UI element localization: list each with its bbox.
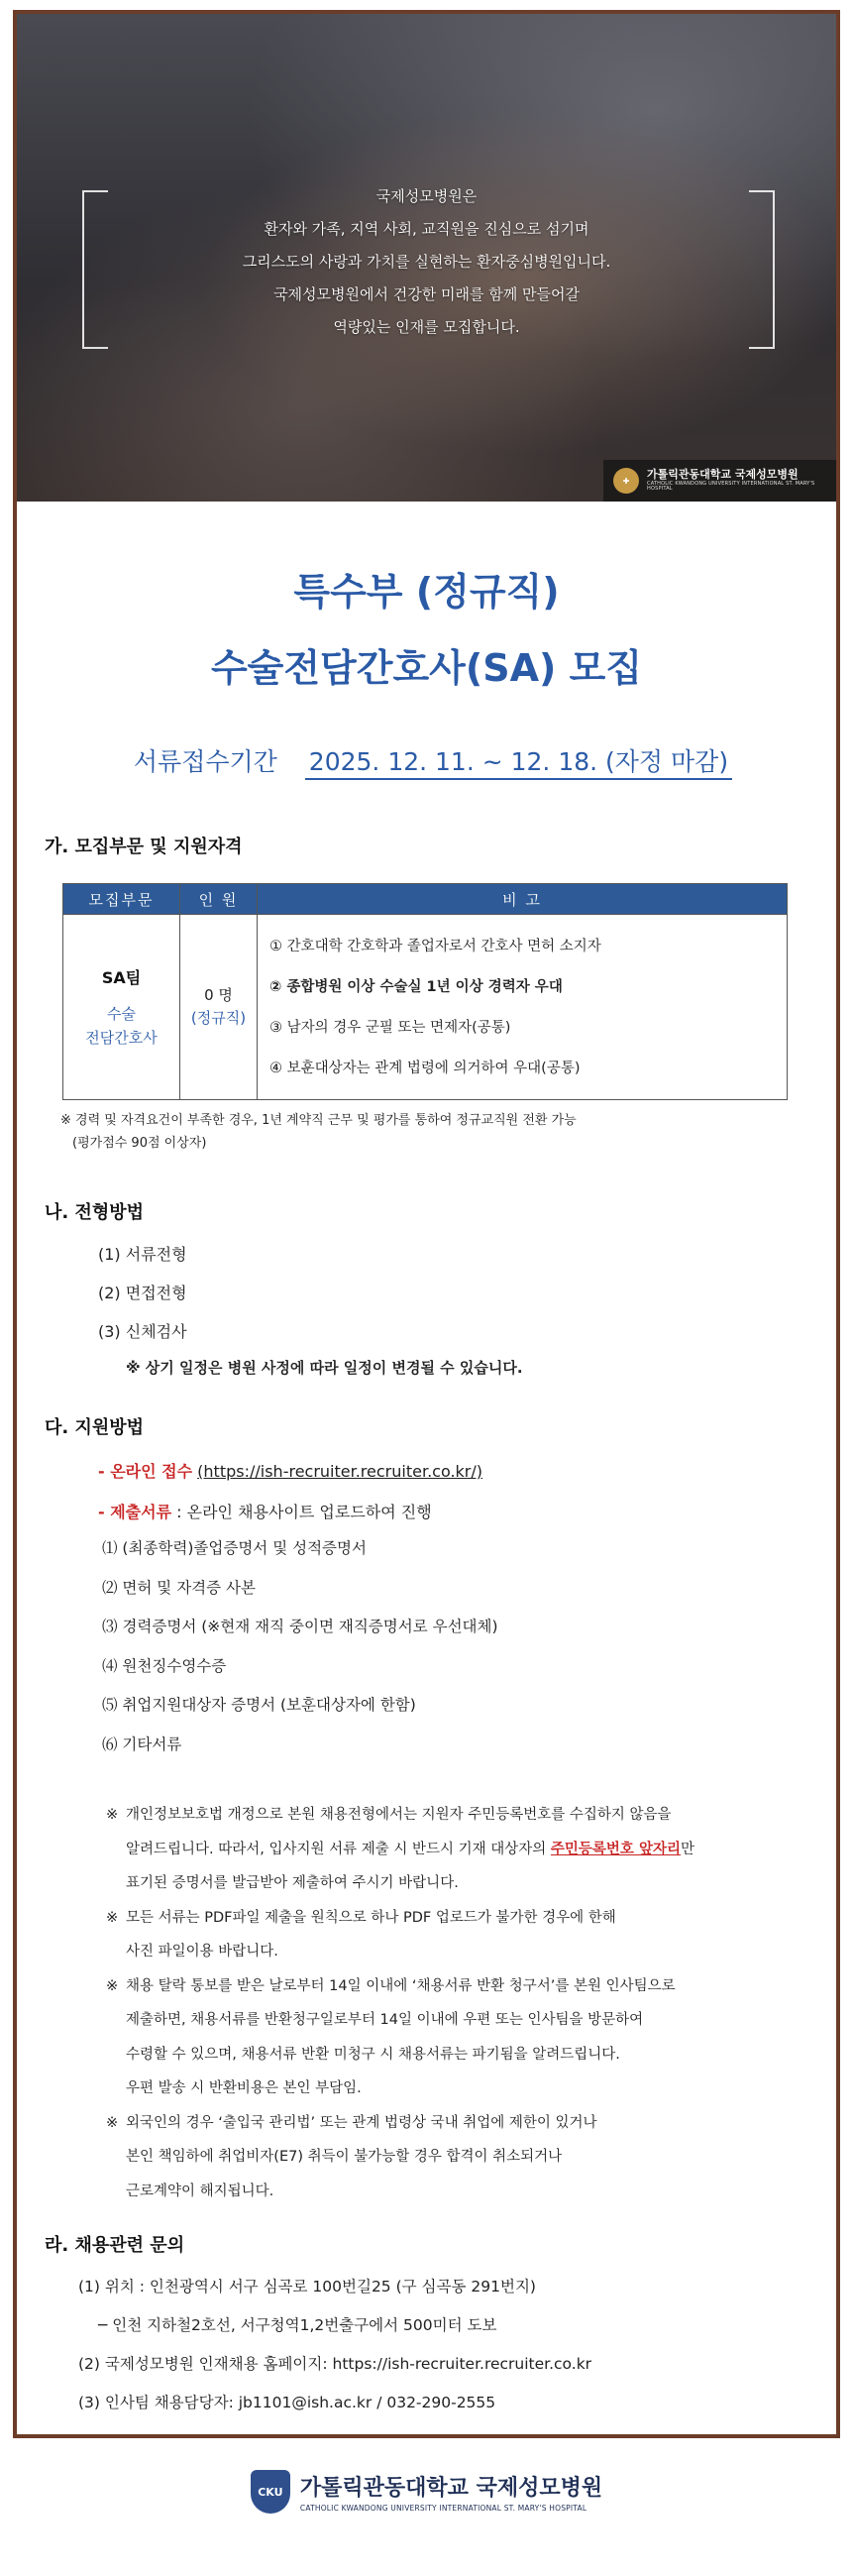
notice-pdf (106, 1901, 800, 1969)
notice-text: 외국인의 경우 ‘출입국 관리법’ 또는 관계 법령상 국내 취업에 제한이 있거나 (126, 2114, 597, 2131)
table-row (63, 915, 788, 1100)
hero-banner (17, 14, 836, 502)
count-cell (180, 915, 258, 1100)
hero-message (17, 180, 836, 344)
period-value: 2025. 12. 11. ~ 12. 18. (자정 마감) (305, 747, 732, 780)
document-item: ⑸ 취업지원대상자 증명서 (보훈대상자에 한함) (102, 1696, 416, 1715)
footer-logo-korean: 가톨릭관동대학교 국제성모병원 (299, 2476, 603, 2501)
required-documents-list (102, 1529, 498, 1765)
hero-logo-korean: 가톨릭관동대학교 국제성모병원 (647, 468, 799, 482)
notice-document-return (106, 1969, 800, 2106)
recruitment-table (62, 883, 788, 1100)
footnote-line: ※ 경력 및 자격요건이 부족한 경우, 1년 계약직 근무 및 평가를 통하여 정규교직원 전환 가능 (60, 1113, 577, 1128)
notice-privacy (106, 1798, 800, 1901)
notice-text: 표기된 증명서를 발급받아 제출하여 주시기 바랍니다. (126, 1875, 459, 1891)
qualification-item: ④ 보훈대상자는 관계 법령에 의거하여 우대(공통) (269, 1061, 581, 1076)
header-count: 인 원 (180, 884, 258, 915)
footer-logo-english: CATHOLIC KWANDONG UNIVERSITY INTERNATIONAL ST. MARY'S HOSPITAL (299, 2504, 587, 2513)
section-heading-na: 나. 전형방법 (45, 1202, 145, 1223)
qualification-item: ② 종합병원 이상 수술실 1년 이상 경력자 우대 (269, 979, 563, 995)
notice-text: 개인정보보호법 개정으로 본원 채용전형에서는 지원자 주민등록번호를 수집하지 않음을 (126, 1807, 672, 1823)
notice-mark: ※ (106, 2114, 119, 2131)
team-name: SA팀 (101, 967, 142, 987)
hero-logo-english: CATHOLIC KWANDONG UNIVERSITY INTERNATIONAL ST. MARY'S HOSPITAL (647, 480, 815, 493)
section-heading-ra: 라. 채용관련 문의 (45, 2235, 185, 2256)
notice-text: 수령할 수 있으며, 채용서류 반환 미청구 시 채용서류는 파기됨을 알려드립니다. (126, 2046, 620, 2063)
notices (106, 1798, 800, 2208)
contact-item: (3) 인사팀 채용담당자: jb1101@ish.ac.kr / 032-290-2555 (78, 2394, 496, 2411)
hospital-emblem-icon: ✚ (613, 468, 639, 494)
period-label: 서류접수기간 (133, 747, 277, 776)
step-item: (1) 서류전형 (98, 1245, 187, 1264)
bullet-dash: - (98, 1462, 111, 1481)
notice-mark: ※ (106, 1977, 119, 1994)
headcount: 0 명 (204, 985, 233, 1004)
hero-line: 국제성모병원에서 건강한 미래를 함께 만들어갈 (273, 285, 580, 303)
footnote-line: (평가점수 90점 이상자) (72, 1136, 207, 1151)
section-heading-da: 다. 지원방법 (45, 1417, 145, 1438)
contact-item: ─ 인천 지하철2호선, 서구청역1,2번출구에서 500미터 도보 (98, 2316, 497, 2334)
qualification-item: ① 간호대학 간호학과 졸업자로서 간호사 면허 소지자 (269, 939, 601, 954)
university-shield-icon: CKU (251, 2470, 290, 2514)
notice-text: 제출하면, 채용서류를 반환청구일로부터 14일 이내에 우편 또는 인사팀을 방문하여 (126, 2012, 644, 2028)
notice-text: 알려드립니다. 따라서, 입사지원 서류 제출 시 반드시 기재 대상자의 (126, 1841, 551, 1857)
resident-number-highlight: 주민등록번호 앞자리 (550, 1841, 682, 1857)
contact-item: (1) 위치 : 인천광역시 서구 심곡로 100번길25 (구 심곡동 291번지) (78, 2278, 536, 2296)
document-item: ⑷ 원천징수영수증 (102, 1656, 227, 1675)
notes-cell (258, 915, 788, 1100)
hero-hospital-logo (603, 460, 836, 502)
header-notes: 비 고 (258, 884, 788, 915)
document-item: ⑶ 경력증명서 (※현재 재직 중이면 재직증명서로 우선대체) (102, 1618, 498, 1636)
documents-line (98, 1500, 432, 1522)
application-period (96, 742, 770, 778)
department-name-line2: 전담간호사 (85, 1028, 158, 1047)
footer-hospital-logo (0, 2457, 853, 2526)
hero-line: 역량있는 인재를 모집합니다. (333, 318, 520, 336)
hero-line: 환자와 가족, 지역 사회, 교직원을 진심으로 섬기며 (264, 220, 589, 238)
documents-description: : 온라인 채용사이트 업로드하여 진행 (171, 1503, 432, 1521)
notice-text: 모든 서류는 PDF파일 제출을 원칙으로 하나 PDF 업로드가 불가한 경우에 한해 (126, 1909, 616, 1926)
notice-text: 본인 책임하에 취업비자(E7) 취득이 불가능할 경우 합격이 취소되거나 (126, 2149, 563, 2165)
employment-type: (정규직) (190, 1008, 247, 1027)
notice-text: 우편 발송 시 반환비용은 본인 부담임. (126, 2080, 362, 2096)
notice-text: 사진 파일이용 바랍니다. (126, 1944, 278, 1960)
bullet-dash: - (98, 1503, 111, 1521)
selection-steps (98, 1235, 187, 1351)
hero-line: 그리스도의 사랑과 가치를 실현하는 환자중심병원입니다. (242, 253, 611, 271)
department-cell (63, 915, 180, 1100)
notice-text: 만 (681, 1841, 695, 1857)
recruit-site-link[interactable]: (https://ish-recruiter.recruiter.co.kr/) (197, 1462, 483, 1481)
notice-text: 근로계약이 해지됩니다. (126, 2183, 274, 2199)
online-application-line (98, 1459, 482, 1482)
document-item: ⑴ (최종학력)졸업증명서 및 성적증명서 (102, 1539, 367, 1557)
hero-line: 국제성모병원은 (375, 187, 478, 205)
table-footnote (60, 1109, 813, 1155)
online-application-label: 온라인 접수 (110, 1462, 193, 1481)
header-department: 모집부문 (63, 884, 180, 915)
document-item: ⑵ 면허 및 자격증 사본 (102, 1578, 256, 1597)
poster-frame (13, 10, 840, 2438)
contact-item: (2) 국제성모병원 인재채용 홈페이지: https://ish-recruiter.recruiter.co.kr (78, 2355, 592, 2373)
notice-foreigners (106, 2106, 800, 2209)
title-position: 수술전담간호사(SA) 모집 (210, 646, 643, 690)
department-name-line1: 수술 (107, 1004, 136, 1023)
document-item: ⑹ 기타서류 (102, 1735, 182, 1753)
section-heading-ga: 가. 모집부문 및 지원자격 (45, 837, 243, 857)
notice-text: 채용 탈락 통보를 받은 날로부터 14일 이내에 ‘채용서류 반환 청구서’를 본원 인사팀으로 (126, 1977, 676, 1994)
notice-mark: ※ (106, 1807, 119, 1823)
notice-mark: ※ (106, 1909, 119, 1926)
step-item: (2) 면접전형 (98, 1284, 187, 1302)
qualification-item: ③ 남자의 경우 군필 또는 면제자(공통) (269, 1020, 511, 1036)
table-header-row (63, 884, 788, 915)
documents-label: 제출서류 (110, 1503, 172, 1521)
title-department: 특수부 (정규직) (293, 570, 560, 614)
schedule-warning: ※ 상기 일정은 병원 사정에 따라 일정이 변경될 수 있습니다. (126, 1359, 523, 1377)
step-item: (3) 신체검사 (98, 1322, 187, 1341)
contact-list (78, 2268, 591, 2422)
